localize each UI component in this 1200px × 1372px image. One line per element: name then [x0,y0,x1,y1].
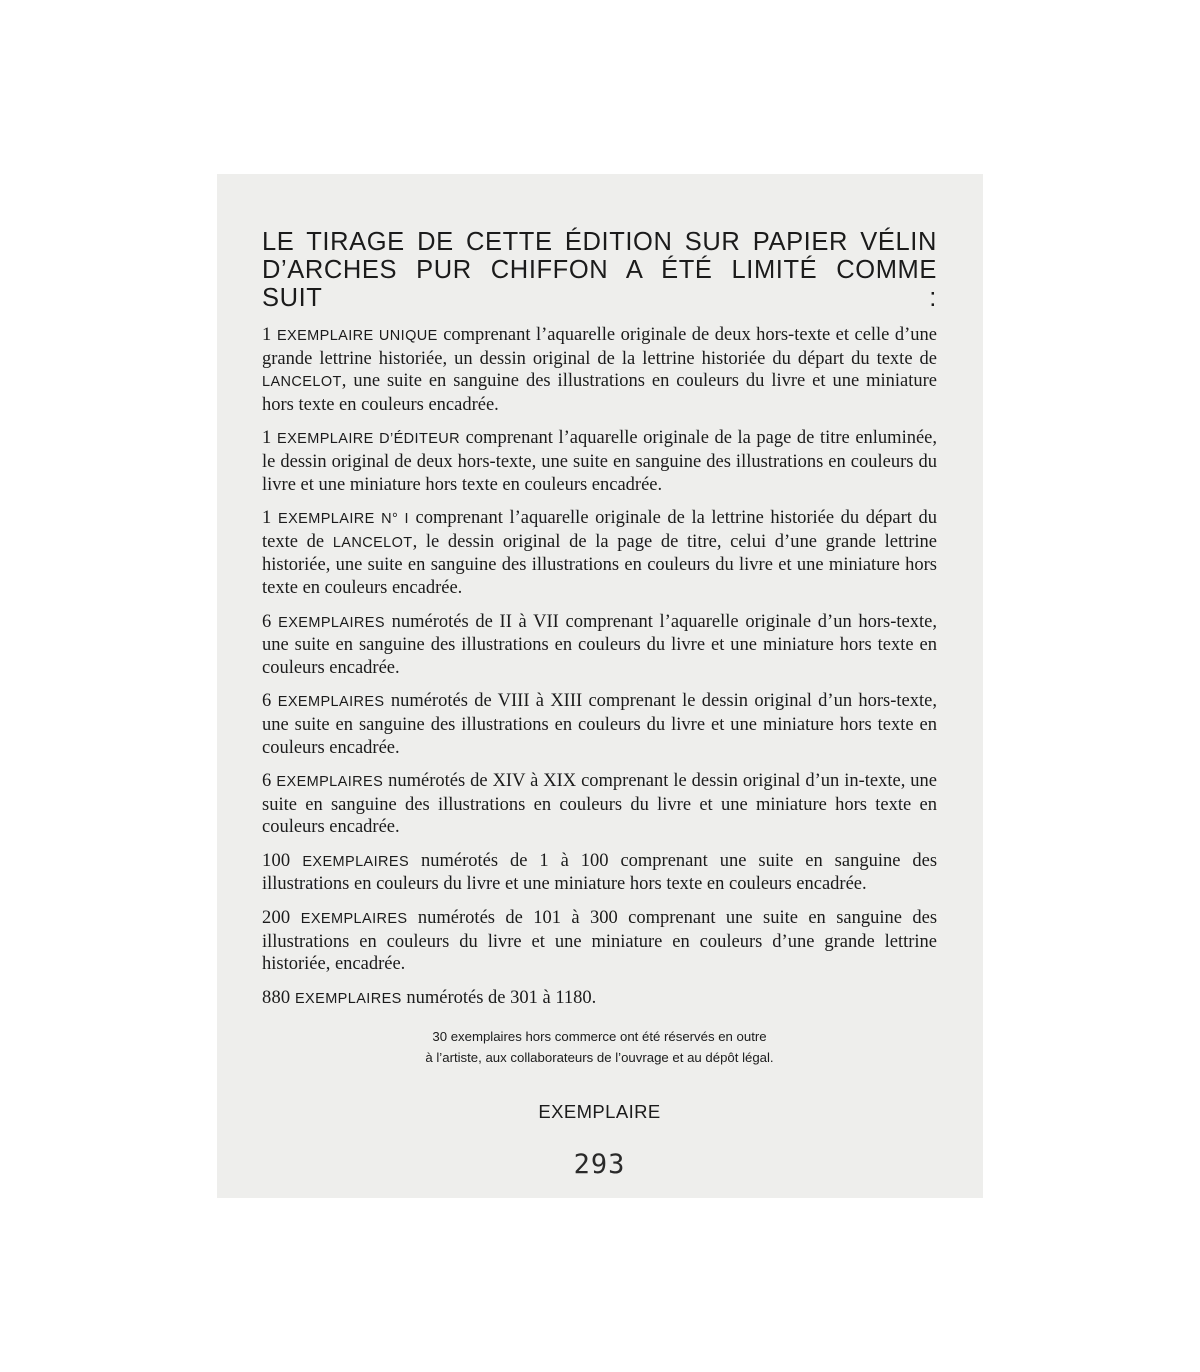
entry-highlight: LANCELOT [332,534,413,551]
entry-tail: , une suite en sanguine des illustrations en couleurs du livre et une miniature hors texte en couleurs encadrée. [262,371,937,415]
entry-label: EXEMPLAIRES [302,853,410,870]
entry-label: EXEMPLAIRES [294,990,402,1007]
edition-entry-ii-vii [262,611,937,680]
title-line-1: LE TIRAGE DE CETTE ÉDITION SUR PAPIER VÉLIN [262,228,937,256]
entry-text: numérotés de II à VII comprenant l’aquarelle originale d’un hors-texte, une suite en sanguine des illustrations en couleurs du livre et une miniature hors texte en couleurs encadrée. [262,611,937,678]
entry-label: EXEMPLAIRE UNIQUE [276,328,438,344]
edition-list [262,324,937,1010]
title-line-2: D’ARCHES PUR CHIFFON A ÉTÉ LIMITÉ COMME SUIT : [262,256,937,312]
entry-label: EXEMPLAIRES [278,614,385,631]
colophon-content [262,228,937,1180]
entry-count: 1 [262,325,272,345]
entry-tail: , le dessin original de la page de titre, celui d’une grande lettrine historiée, une suite en sanguine des illustrations en couleurs du livre et une miniature hors texte en couleurs encadrée. [262,531,938,598]
edition-entry-editeur [262,427,937,496]
entry-label: EXEMPLAIRE N° I [278,511,409,528]
entry-text: comprenant l’aquarelle originale de la lettrine historiée du départ du texte de [262,508,938,552]
edition-entry-101-300 [262,907,937,976]
exemplaire-label: EXEMPLAIRE [538,1101,661,1123]
entry-text: numérotés de 1 à 100 comprenant une suite en sanguine des illustrations en couleurs du livre et une miniature hors texte en couleurs encadrée. [262,850,938,895]
entry-text: numérotés de VIII à XIII comprenant le dessin original d’un hors-texte, une suite en sanguine des illustrations en couleurs du livre et une miniature hors texte en couleurs encadrée. [262,691,937,758]
colophon-page [217,174,983,1198]
edition-entry-1-100 [262,850,937,896]
reserve-note-line-1: 30 exemplaires hors commerce ont été réservés en outre [432,1029,767,1045]
copy-number-stamp: 293 [573,1149,626,1181]
entry-label: EXEMPLAIRES [300,911,408,928]
edition-entry-viii-xiii [262,690,937,759]
entry-text: comprenant l’aquarelle originale de la page de titre enluminée, le dessin original de deux hors-texte, une suite en sanguine des illustrations en couleurs du livre et une miniature hors texte en couleurs encadrée. [262,428,938,495]
colophon-title [262,228,937,312]
entry-text: numérotés de XIV à XIX comprenant le dessin original d’un in-texte, une suite en sanguine des illustrations en couleurs du livre et une miniature hors texte en couleurs encadrée. [262,771,938,838]
entry-count: 200 [262,908,291,929]
reserve-note-line-2: à l’artiste, aux collaborateurs de l’ouvrage et au dépôt légal. [425,1050,774,1066]
entry-count: 6 [262,771,272,792]
entry-label: EXEMPLAIRES [276,774,384,791]
entry-count: 880 [262,987,291,1008]
entry-count: 1 [262,508,272,529]
entry-text: numérotés de 301 à 1180. [406,987,597,1008]
edition-entry-xiv-xix [262,770,937,839]
edition-entry-no-1 [262,507,937,599]
edition-entry-301-1180 [262,987,937,1011]
entry-count: 6 [262,611,272,632]
reserve-note [262,1026,937,1068]
edition-entry-unique [262,324,937,416]
entry-label: EXEMPLAIRES [277,694,385,711]
entry-count: 100 [262,850,291,871]
entry-text: comprenant l’aquarelle originale de deux hors-texte et celle d’une grande lettrine historiée, un dessin original de la lettrine historiée du départ du texte de [262,325,937,369]
entry-text: numérotés de 101 à 300 comprenant une suite en sanguine des illustrations en couleurs du livre et une miniature en couleurs d’une grande lettrine historiée, encadrée. [262,908,938,975]
entry-highlight: LANCELOT [262,374,342,391]
entry-count: 6 [262,691,272,712]
entry-count: 1 [262,428,272,449]
entry-label: EXEMPLAIRE D’ÉDITEUR [277,431,461,448]
